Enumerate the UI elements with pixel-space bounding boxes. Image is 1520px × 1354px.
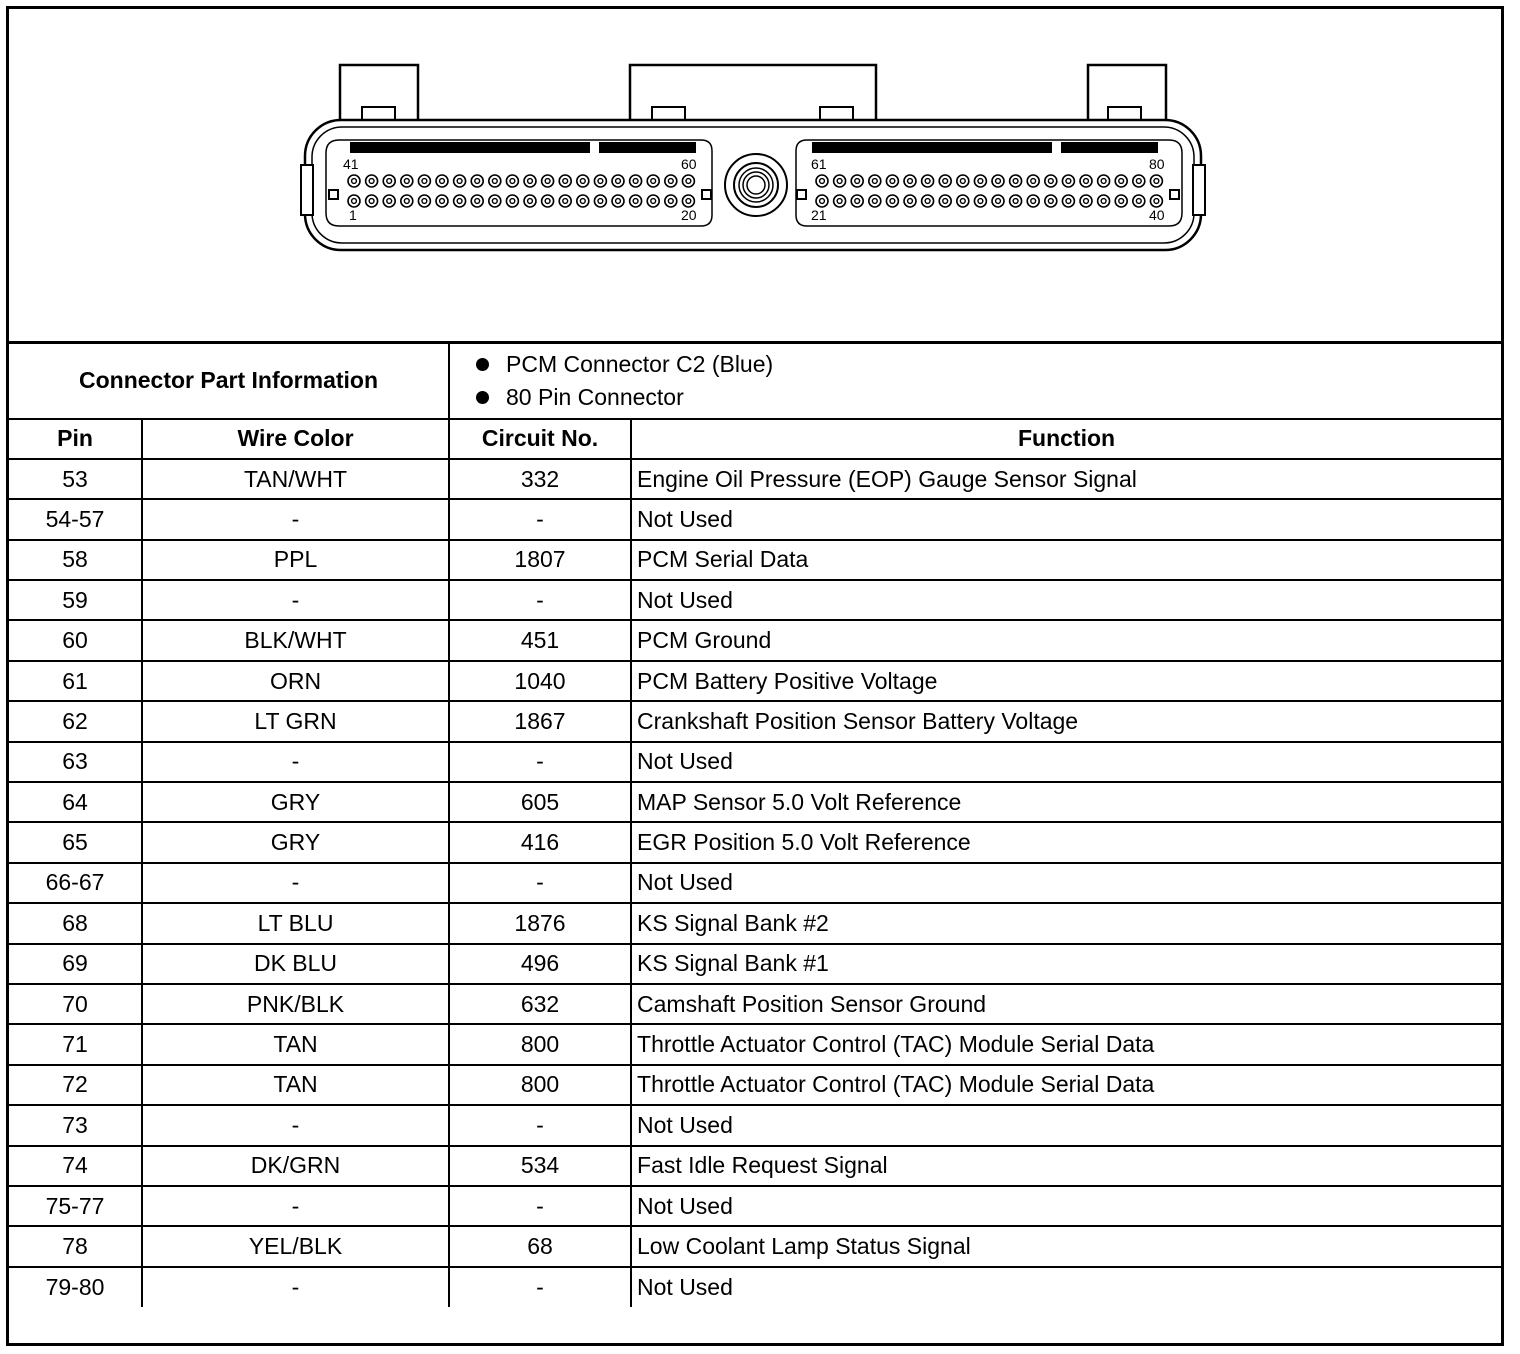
pin-cell: 65 xyxy=(9,822,142,862)
pin-cell: 61 xyxy=(9,661,142,701)
header-function: Function xyxy=(631,419,1501,459)
wire-color-cell: LT BLU xyxy=(142,903,449,943)
function-cell: EGR Position 5.0 Volt Reference xyxy=(631,822,1501,862)
circuit-cell: 534 xyxy=(449,1146,631,1186)
header-pin: Pin xyxy=(9,419,142,459)
wire-color-cell: GRY xyxy=(142,782,449,822)
pin-cell: 66-67 xyxy=(9,863,142,903)
wire-color-cell: TAN/WHT xyxy=(142,459,449,499)
pin-label-1: 1 xyxy=(349,207,357,223)
circuit-cell: - xyxy=(449,863,631,903)
wire-color-cell: - xyxy=(142,580,449,620)
pin-cell: 68 xyxy=(9,903,142,943)
function-cell: PCM Serial Data xyxy=(631,540,1501,580)
wire-color-cell: TAN xyxy=(142,1024,449,1064)
table-header-row xyxy=(9,419,1501,459)
table-row xyxy=(9,1146,1501,1186)
function-cell: Engine Oil Pressure (EOP) Gauge Sensor Signal xyxy=(631,459,1501,499)
pin-cell: 62 xyxy=(9,701,142,741)
wire-color-cell: ORN xyxy=(142,661,449,701)
wire-color-cell: - xyxy=(142,863,449,903)
wire-color-cell: - xyxy=(142,1105,449,1145)
function-cell: Not Used xyxy=(631,499,1501,539)
circuit-cell: 800 xyxy=(449,1024,631,1064)
table-row xyxy=(9,742,1501,782)
table-row xyxy=(9,580,1501,620)
pin-cell: 70 xyxy=(9,984,142,1024)
pin-cell: 60 xyxy=(9,620,142,660)
wire-color-cell: DK BLU xyxy=(142,944,449,984)
connector-info-label: Connector Part Information xyxy=(9,343,449,419)
table-row xyxy=(9,661,1501,701)
circuit-cell: 632 xyxy=(449,984,631,1024)
pin-label-60: 60 xyxy=(681,156,697,172)
function-cell: Camshaft Position Sensor Ground xyxy=(631,984,1501,1024)
table-row xyxy=(9,782,1501,822)
connector-face-drawing xyxy=(9,9,1501,341)
pin-cell: 74 xyxy=(9,1146,142,1186)
circuit-cell: - xyxy=(449,1267,631,1307)
circuit-cell: 1807 xyxy=(449,540,631,580)
circuit-cell: 416 xyxy=(449,822,631,862)
pin-cell: 72 xyxy=(9,1065,142,1105)
pin-cell: 58 xyxy=(9,540,142,580)
function-cell: Low Coolant Lamp Status Signal xyxy=(631,1226,1501,1266)
pin-cell: 73 xyxy=(9,1105,142,1145)
circuit-cell: - xyxy=(449,499,631,539)
circuit-cell: - xyxy=(449,580,631,620)
wire-color-cell: LT GRN xyxy=(142,701,449,741)
function-cell: Not Used xyxy=(631,580,1501,620)
connector-diagram xyxy=(9,9,1501,341)
connector-info-item: PCM Connector C2 (Blue) xyxy=(476,348,1501,381)
pin-label-21: 21 xyxy=(811,207,827,223)
table-row xyxy=(9,499,1501,539)
wire-color-cell: - xyxy=(142,1186,449,1226)
connector-sheet xyxy=(6,6,1504,1346)
function-cell: Not Used xyxy=(631,1105,1501,1145)
pin-cell: 78 xyxy=(9,1226,142,1266)
wire-color-cell: BLK/WHT xyxy=(142,620,449,660)
circuit-cell: 800 xyxy=(449,1065,631,1105)
circuit-cell: - xyxy=(449,742,631,782)
wire-color-cell: - xyxy=(142,742,449,782)
function-cell: MAP Sensor 5.0 Volt Reference xyxy=(631,782,1501,822)
circuit-cell: 332 xyxy=(449,459,631,499)
pin-cell: 54-57 xyxy=(9,499,142,539)
connector-info-item: 80 Pin Connector xyxy=(476,381,1501,414)
function-cell: Throttle Actuator Control (TAC) Module Serial Data xyxy=(631,1065,1501,1105)
wire-color-cell: PNK/BLK xyxy=(142,984,449,1024)
pin-cell: 71 xyxy=(9,1024,142,1064)
function-cell: Not Used xyxy=(631,863,1501,903)
function-cell: Not Used xyxy=(631,742,1501,782)
function-cell: KS Signal Bank #1 xyxy=(631,944,1501,984)
pin-label-61: 61 xyxy=(811,156,827,172)
function-cell: Crankshaft Position Sensor Battery Voltage xyxy=(631,701,1501,741)
circuit-cell: 1867 xyxy=(449,701,631,741)
function-cell: KS Signal Bank #2 xyxy=(631,903,1501,943)
table-row xyxy=(9,1267,1501,1307)
circuit-cell: 68 xyxy=(449,1226,631,1266)
function-cell: PCM Ground xyxy=(631,620,1501,660)
pin-label-41: 41 xyxy=(343,156,359,172)
circuit-cell: 1876 xyxy=(449,903,631,943)
table-row xyxy=(9,822,1501,862)
function-cell: Throttle Actuator Control (TAC) Module Serial Data xyxy=(631,1024,1501,1064)
header-circuit-no: Circuit No. xyxy=(449,419,631,459)
function-cell: PCM Battery Positive Voltage xyxy=(631,661,1501,701)
function-cell: Not Used xyxy=(631,1267,1501,1307)
wire-color-cell: TAN xyxy=(142,1065,449,1105)
pin-label-20: 20 xyxy=(681,207,697,223)
pin-cell: 69 xyxy=(9,944,142,984)
connector-info-row xyxy=(9,343,1501,419)
wire-color-cell: DK/GRN xyxy=(142,1146,449,1186)
function-cell: Not Used xyxy=(631,1186,1501,1226)
table-row xyxy=(9,863,1501,903)
wire-color-cell: YEL/BLK xyxy=(142,1226,449,1266)
pin-cell: 75-77 xyxy=(9,1186,142,1226)
circuit-cell: 451 xyxy=(449,620,631,660)
table-row xyxy=(9,1024,1501,1064)
table-row xyxy=(9,944,1501,984)
table-row xyxy=(9,1186,1501,1226)
function-cell: Fast Idle Request Signal xyxy=(631,1146,1501,1186)
table-row xyxy=(9,701,1501,741)
pin-cell: 63 xyxy=(9,742,142,782)
pin-cell: 79-80 xyxy=(9,1267,142,1307)
circuit-cell: - xyxy=(449,1186,631,1226)
table-row xyxy=(9,903,1501,943)
table-row xyxy=(9,984,1501,1024)
circuit-cell: - xyxy=(449,1105,631,1145)
pinout-table xyxy=(9,341,1501,1307)
table-row xyxy=(9,540,1501,580)
wire-color-cell: PPL xyxy=(142,540,449,580)
wire-color-cell: GRY xyxy=(142,822,449,862)
table-row xyxy=(9,1065,1501,1105)
circuit-cell: 1040 xyxy=(449,661,631,701)
pin-cell: 64 xyxy=(9,782,142,822)
table-row xyxy=(9,459,1501,499)
wire-color-cell: - xyxy=(142,1267,449,1307)
header-wire-color: Wire Color xyxy=(142,419,449,459)
table-row xyxy=(9,1105,1501,1145)
pin-cell: 53 xyxy=(9,459,142,499)
circuit-cell: 605 xyxy=(449,782,631,822)
pin-label-40: 40 xyxy=(1149,207,1165,223)
connector-info-list xyxy=(449,343,1501,419)
circuit-cell: 496 xyxy=(449,944,631,984)
wire-color-cell: - xyxy=(142,499,449,539)
table-row xyxy=(9,1226,1501,1266)
pin-cell: 59 xyxy=(9,580,142,620)
table-row xyxy=(9,620,1501,660)
pin-label-80: 80 xyxy=(1149,156,1165,172)
